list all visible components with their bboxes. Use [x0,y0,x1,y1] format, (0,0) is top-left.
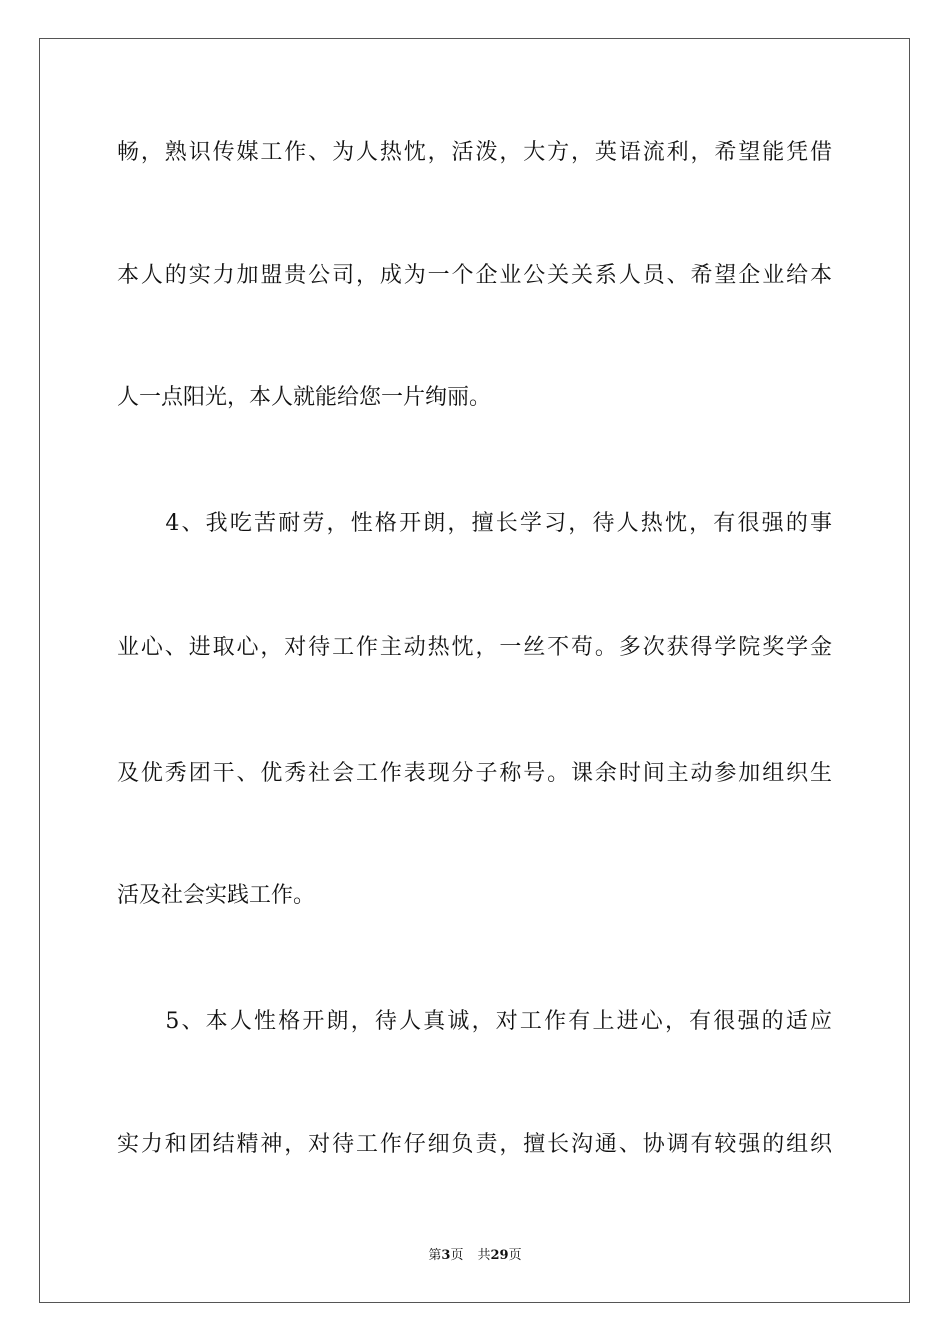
paragraph-4-first-line: 4、我吃苦耐劳，性格开朗，擅长学习，待人热忱，有很强的事 [117,511,832,536]
body-text-line: 本人的实力加盟贵公司，成为一个企业公关关系人员、希望企业给本 [117,263,832,288]
total-suffix: 页 [508,1248,522,1263]
page-number: 3 [441,1248,451,1263]
total-pages: 29 [490,1248,509,1263]
body-text-line: 业心、进取心，对待工作主动热忱，一丝不苟。多次获得学院奖学金 [117,635,832,660]
page-prefix: 第 [428,1248,442,1263]
body-text-line: 活及社会实践工作。 [117,883,316,908]
body-text-line: 实力和团结精神，对待工作仔细负责，擅长沟通、协调有较强的组织 [117,1132,832,1157]
paragraph-5-first-line: 5、本人性格开朗，待人真诚，对工作有上进心，有很强的适应 [117,1009,832,1034]
page-suffix: 页 [450,1248,464,1263]
body-text-line: 人一点阳光，本人就能给您一片绚丽。 [117,385,492,410]
body-text-line: 及优秀团干、优秀社会工作表现分子称号。课余时间主动参加组织生 [117,761,832,786]
page-footer [0,1246,950,1266]
page-border [39,38,910,1303]
total-prefix: 共 [477,1248,491,1263]
body-text-line: 畅，熟识传媒工作、为人热忱，活泼，大方，英语流利，希望能凭借 [117,140,832,165]
